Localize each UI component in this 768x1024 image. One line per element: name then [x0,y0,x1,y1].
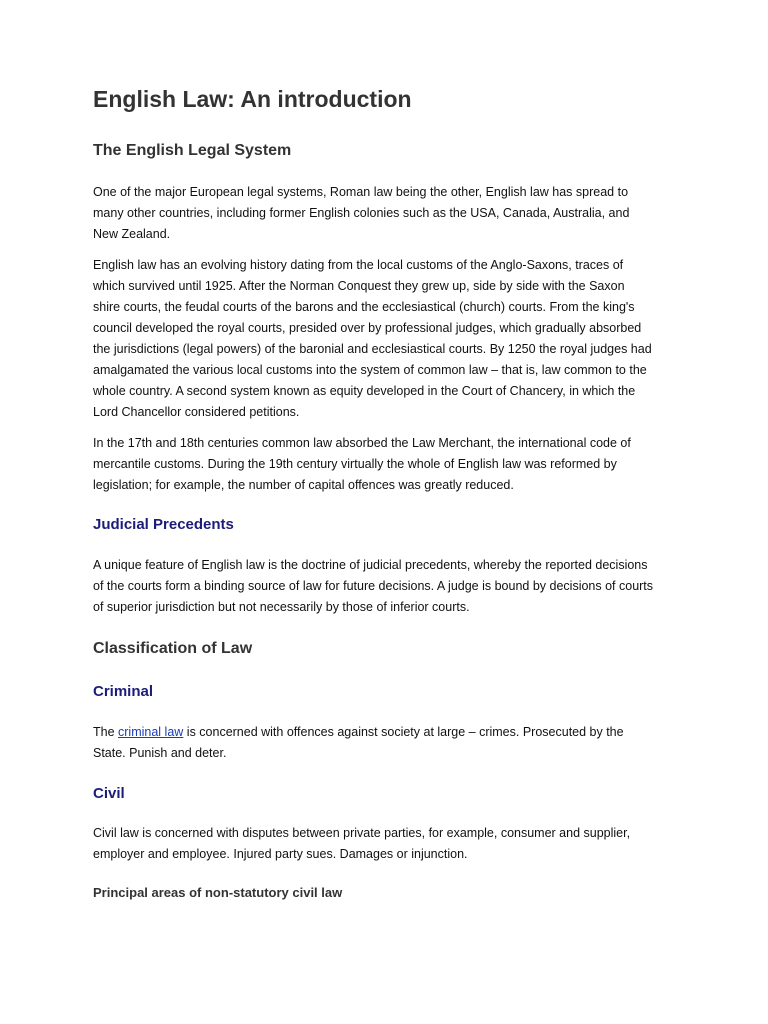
text-line [93,722,683,743]
text-line: legislation; for example, the number of capital offences was greatly reduced. [93,478,514,492]
text-line: Civil law is concerned with disputes between private parties, for example, consumer and supplier, [93,826,631,840]
text-line: New Zealand. [93,227,171,241]
text-line: In the 17th and 18th centuries common law absorbed the Law Merchant, the international code of [93,436,631,450]
section-heading-classification: Classification of Law [93,640,253,657]
paragraph-civil [93,823,683,865]
text-line: English law has an evolving history dating from the local customs of the Anglo-Saxons, traces of [93,258,624,272]
text-line: One of the major European legal systems, Roman law being the other, English law has spread to [93,185,629,199]
section-heading-civil: Civil [93,785,125,802]
text-line: A unique feature of English law is the doctrine of judicial precedents, whereby the reported decisions [93,558,648,572]
text-fragment: is concerned with offences against society at large – crimes. Prosecuted by the [183,725,624,739]
paragraph-legal-systems-spread [93,182,683,245]
section-heading-criminal: Criminal [93,683,154,700]
text-line: whole country. A second system known as equity developed in the Court of Chancery, in which the [93,384,636,398]
page-title: English Law: An introduction [93,86,412,112]
text-line: employer and employee. Injured party sues. Damages or injunction. [93,847,468,861]
text-line: which survived until 1925. After the Norman Conquest they grew up, side by side with the Saxon [93,279,625,293]
subheading-non-statutory-civil-law: Principal areas of non-statutory civil law [93,885,343,900]
text-line: the jurisdictions (legal powers) of the baronial and ecclesiastical courts. By 1250 the royal judges had [93,342,652,356]
text-line: council developed the royal courts, presided over by professional judges, which gradually absorbed [93,321,642,335]
criminal-law-link[interactable]: criminal law [118,725,184,739]
text-line: of superior jurisdiction but not necessarily by those of inferior courts. [93,600,470,614]
paragraph-law-merchant [93,433,683,496]
text-line: amalgamated the various local customs into the system of common law – that is, law common to the [93,363,647,377]
text-line: mercantile customs. During the 19th century virtually the whole of English law was reformed by [93,457,617,471]
section-heading-legal-system: The English Legal System [93,142,292,159]
paragraph-criminal [93,722,683,764]
text-line: State. Punish and deter. [93,746,227,760]
section-heading-judicial-precedents: Judicial Precedents [93,516,234,533]
text-line: shire courts, the feudal courts of the barons and the ecclesiastical (church) courts. From the king's [93,300,635,314]
paragraph-judicial-precedents [93,555,683,618]
text-fragment: The [93,725,119,739]
text-line: of the courts form a binding source of law for future decisions. A judge is bound by decisions of courts [93,579,654,593]
paragraph-history [93,255,683,423]
text-line: Lord Chancellor considered petitions. [93,405,300,419]
text-line: many other countries, including former English colonies such as the USA, Canada, Australia, and [93,206,630,220]
